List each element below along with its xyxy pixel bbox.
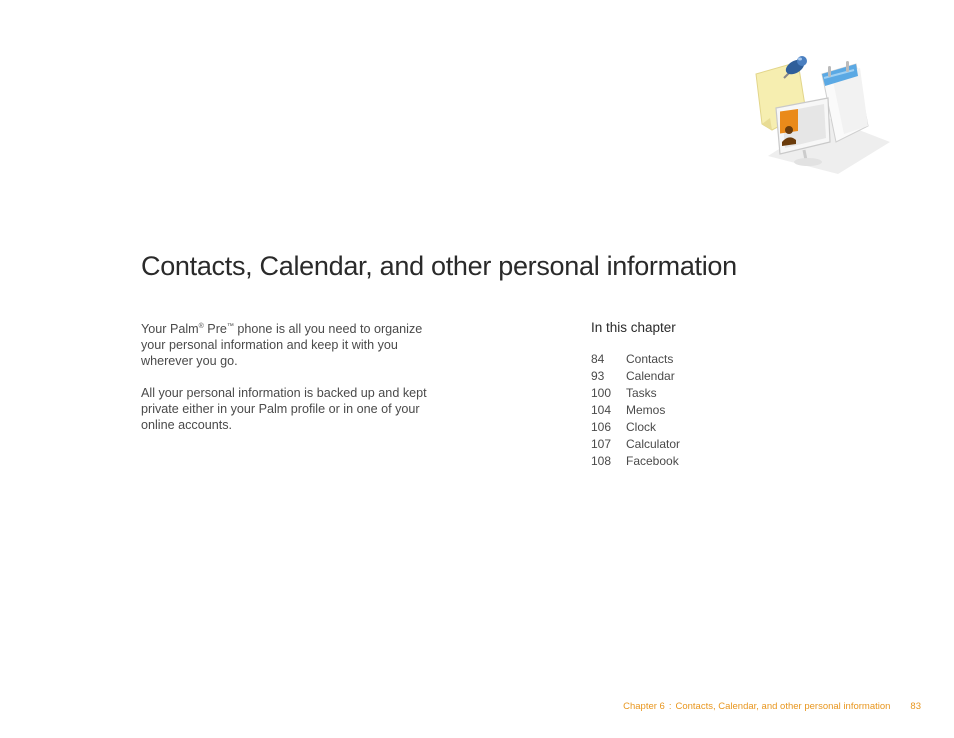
intro-paragraph: All your personal information is backed up and kept private either in your Palm profile or in one of your online accounts. <box>141 386 427 432</box>
toc-label: Contacts <box>626 352 674 366</box>
personal-info-icon <box>748 52 894 176</box>
chapter-contents <box>591 320 811 470</box>
page-title: Contacts, Calendar, and other personal information <box>141 251 737 281</box>
toc-item-facebook[interactable] <box>591 453 811 470</box>
toc-page-number: 93 <box>591 369 605 383</box>
toc-item-contacts[interactable] <box>591 351 811 368</box>
toc-item-clock[interactable] <box>591 419 811 436</box>
toc-item-tasks[interactable] <box>591 385 811 402</box>
toc-label: Memos <box>626 403 666 417</box>
toc-label: Tasks <box>626 386 657 400</box>
toc-page-number: 106 <box>591 420 612 434</box>
toc-item-memos[interactable] <box>591 402 811 419</box>
toc-label: Clock <box>626 420 657 434</box>
chapter-illustration <box>748 52 894 176</box>
page-number: 83 <box>910 701 921 712</box>
toc-page-number: 108 <box>591 454 612 468</box>
toc-page-number: 104 <box>591 403 612 417</box>
toc-item-calculator[interactable] <box>591 436 811 453</box>
toc-page-number: 100 <box>591 386 612 400</box>
intro-text <box>141 321 441 449</box>
toc-page-number: 107 <box>591 437 612 451</box>
footer-chapter: Chapter 6 <box>623 701 665 712</box>
toc-label: Facebook <box>626 454 679 468</box>
toc-heading: In this chapter <box>591 320 676 335</box>
toc-list <box>591 351 811 470</box>
toc-label: Calculator <box>626 437 681 451</box>
page-footer <box>623 701 921 712</box>
registered-mark: ® <box>198 322 204 330</box>
toc-label: Calendar <box>626 369 675 383</box>
intro-paragraph: Your Palm® Pre™ phone is all you need to organize your personal information and keep it with you wherever you go. <box>141 322 423 368</box>
toc-item-calendar[interactable] <box>591 368 811 385</box>
footer-chapter-title: Contacts, Calendar, and other personal information <box>675 701 891 712</box>
trademark-mark: ™ <box>226 322 234 330</box>
toc-page-number: 84 <box>591 352 605 366</box>
footer-separator: : <box>668 701 672 712</box>
